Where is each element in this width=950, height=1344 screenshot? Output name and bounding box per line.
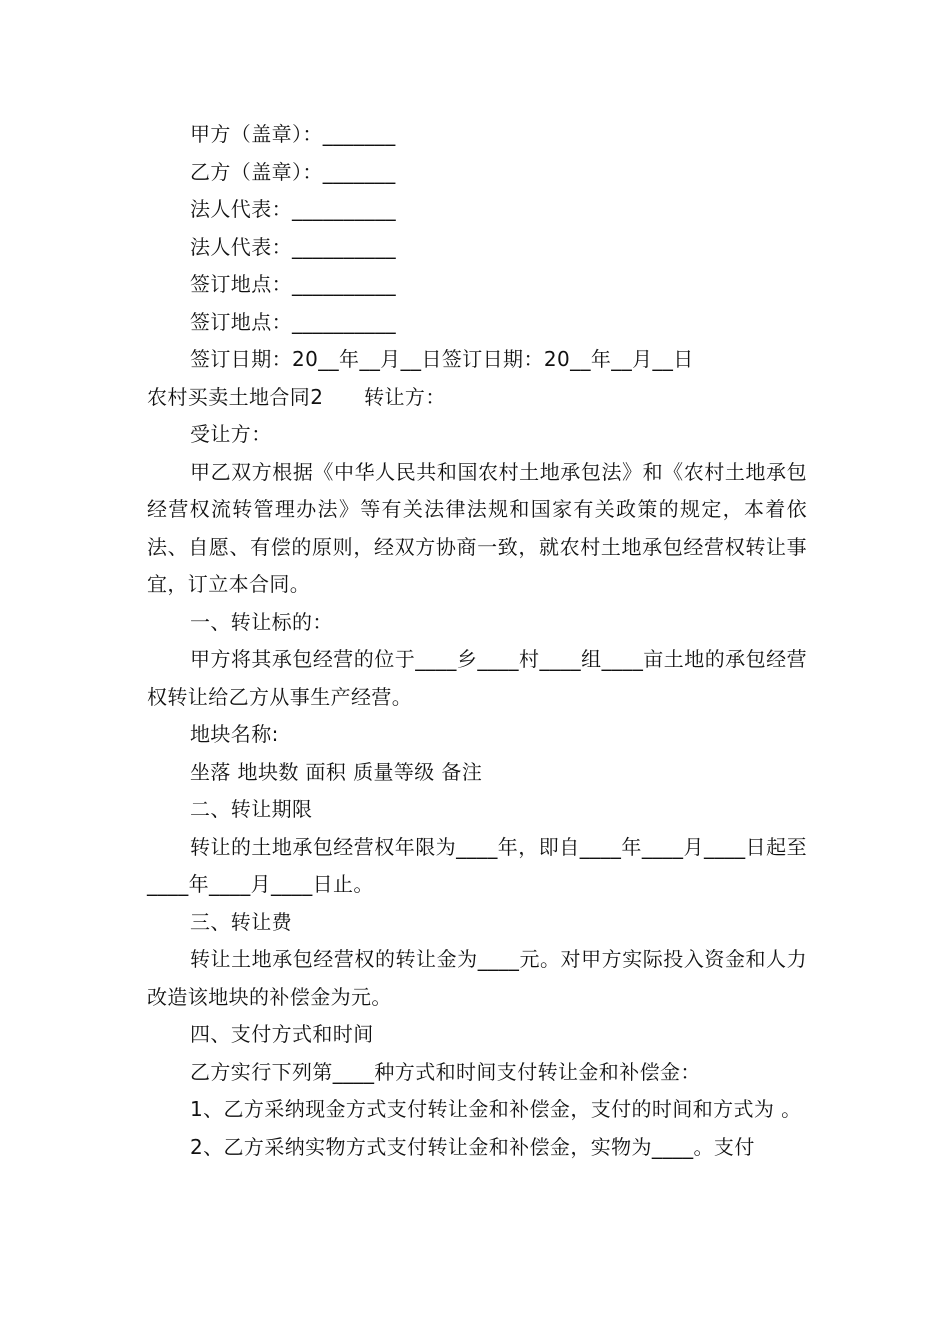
section-3-body: 转让土地承包经营权的转让金为____元。对甲方实际投入资金和人力改造该地块的补偿金为元。 bbox=[147, 947, 807, 1009]
sign-date-line: 签订日期：20__年__月__日签订日期：20__年__月__日 bbox=[190, 347, 694, 371]
payment-option-1: 1、乙方采纳现金方式支付转让金和补偿金，支付的时间和方式为 。 bbox=[190, 1097, 802, 1121]
section-1-title: 一、转让标的： bbox=[190, 609, 333, 634]
section-3-title: 三、转让费 bbox=[190, 909, 292, 934]
section-4-intro: 乙方实行下列第____种方式和时间支付转让金和补偿金： bbox=[190, 1059, 701, 1084]
section-4-title: 四、支付方式和时间 bbox=[190, 1022, 374, 1046]
section-2-title: 二、转让期限 bbox=[190, 797, 313, 821]
contract-title-line: 农村买卖土地合同2 转让方： bbox=[147, 384, 446, 409]
plot-name-line: 地块名称: bbox=[190, 722, 279, 746]
section-1-body: 甲方将其承包经营的位于____乡____村____组____亩土地的承包经营权转让给乙方从事生产经营。 bbox=[147, 647, 807, 709]
legal-rep-line: 法人代表：__________ bbox=[190, 234, 396, 259]
legal-rep-line: 法人代表：__________ bbox=[190, 197, 396, 221]
payment-option-2: 2、乙方采纳实物方式支付转让金和补偿金，实物为____。支付 bbox=[190, 1134, 755, 1159]
section-2-body: 转让的土地承包经营权年限为____年，即自____年____月____日起至____年____月____日止。 bbox=[147, 834, 807, 896]
transferee-line: 受让方： bbox=[190, 422, 272, 446]
document-body bbox=[147, 116, 807, 1166]
sign-place-line: 签订地点：__________ bbox=[190, 309, 396, 334]
party-b-seal-line: 乙方（盖章）：_______ bbox=[190, 159, 396, 184]
intro-paragraph: 甲乙双方根据《中华人民共和国农村土地承包法》和《农村土地承包经营权流转管理办法》等有关法律法规和国家有关政策的规定，本着依法、自愿、有偿的原则，经双方协商一致，就农村土地承包经营权转让事宜，订立本合同。 bbox=[147, 459, 807, 596]
sign-place-line: 签订地点：__________ bbox=[190, 272, 396, 296]
plot-columns-line: 坐落 地块数 面积 质量等级 备注 bbox=[190, 759, 483, 784]
party-a-seal-line: 甲方（盖章）：_______ bbox=[190, 122, 396, 146]
